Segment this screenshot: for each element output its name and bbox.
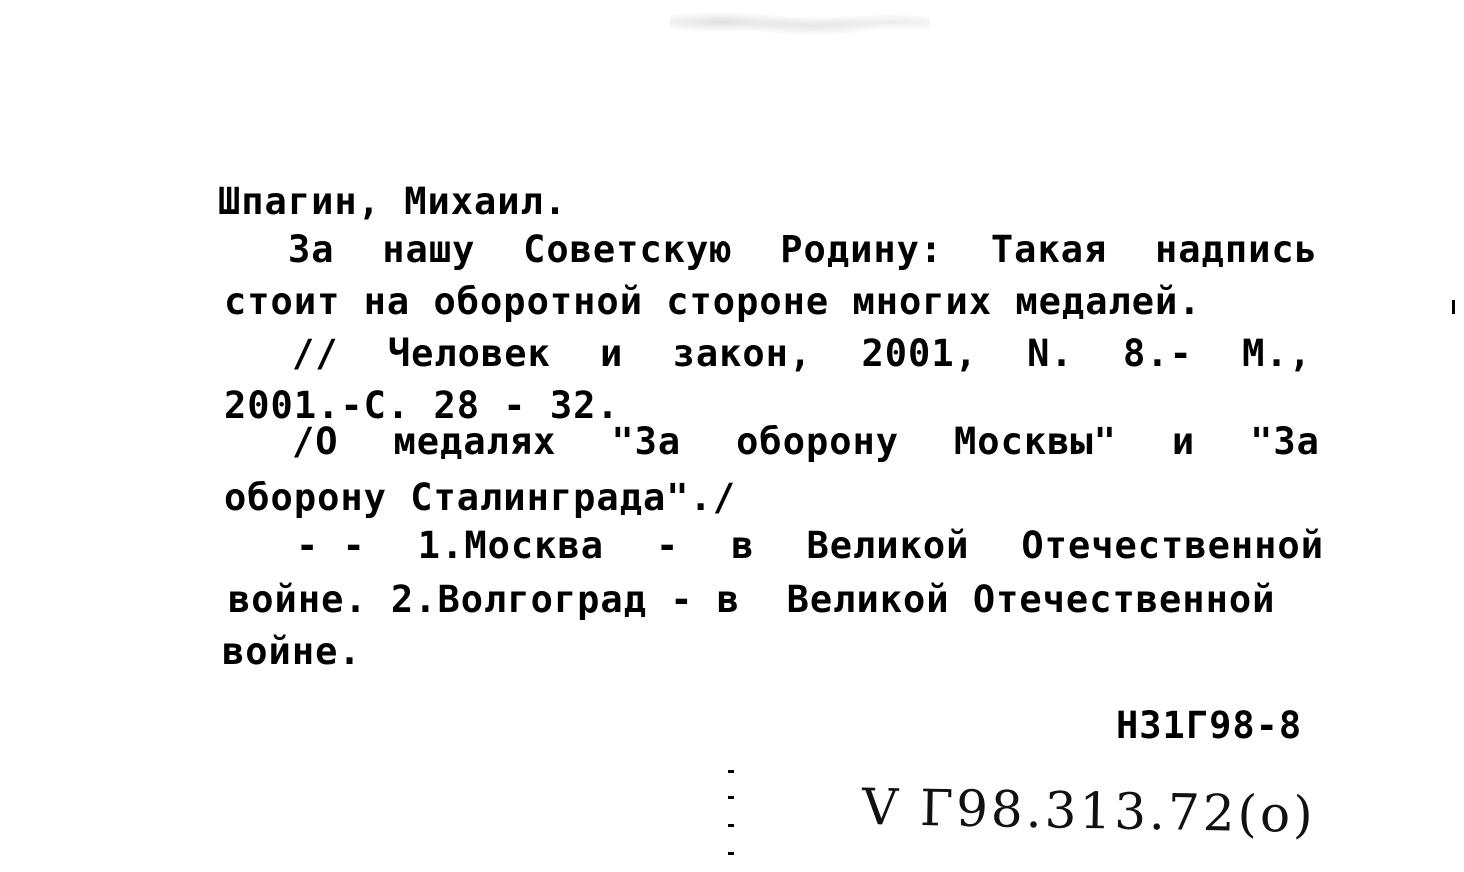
note-line-1 — [292, 418, 1320, 466]
note-word: и — [1171, 420, 1196, 463]
title-word: Такая — [990, 228, 1108, 271]
subject-word: Великой — [806, 524, 970, 567]
source-word: Человек — [387, 332, 551, 375]
source-word: закон, — [672, 332, 813, 375]
note-word: Москвы" — [954, 420, 1117, 463]
author-line: Шпагин, Михаил. — [218, 180, 568, 223]
subject-word: - - — [296, 524, 366, 567]
title-line-1 — [288, 226, 1318, 274]
title-word: надпись — [1155, 228, 1318, 271]
subject-line-1 — [296, 522, 1324, 570]
source-line-2: 2001.-С. 28 - 32. — [224, 384, 620, 427]
note-word: "За — [611, 420, 682, 463]
edge-mark — [1452, 300, 1455, 314]
subject-word: в — [731, 524, 755, 567]
note-line-2: оборону Сталинграда"./ — [224, 476, 737, 519]
subject-word: 1.Москва — [417, 524, 605, 567]
subject-word: - — [655, 524, 680, 567]
title-word: Родину: — [780, 228, 944, 271]
handwritten-classification: V Г98.313.72(о) — [861, 778, 1317, 844]
note-word: оборону — [736, 420, 900, 463]
source-word: 8.- — [1122, 332, 1193, 375]
source-word: // — [292, 332, 339, 375]
title-word: нашу — [382, 228, 476, 271]
source-word: и — [600, 332, 624, 375]
title-word: Советскую — [523, 228, 733, 271]
scan-specks — [728, 770, 740, 860]
source-word: N. — [1027, 332, 1074, 375]
subject-word: Отечественной — [1021, 524, 1324, 567]
top-smudge — [670, 6, 930, 46]
title-word: За — [288, 228, 335, 271]
note-word: медалях — [393, 420, 557, 463]
note-word: /О — [292, 420, 339, 463]
title-line-2: стоит на оборотной стороне многих медалей. — [224, 280, 1202, 323]
source-line-1 — [292, 330, 1312, 378]
source-word: М., — [1242, 332, 1312, 375]
note-word: "За — [1250, 420, 1320, 463]
subject-line-3: войне. — [222, 630, 362, 673]
source-word: 2001, — [861, 332, 978, 375]
shelf-code: Н31Г98-8 — [1116, 704, 1303, 747]
subject-line-2: войне. 2.Волгоград - в Великой Отечественной — [228, 578, 1276, 621]
